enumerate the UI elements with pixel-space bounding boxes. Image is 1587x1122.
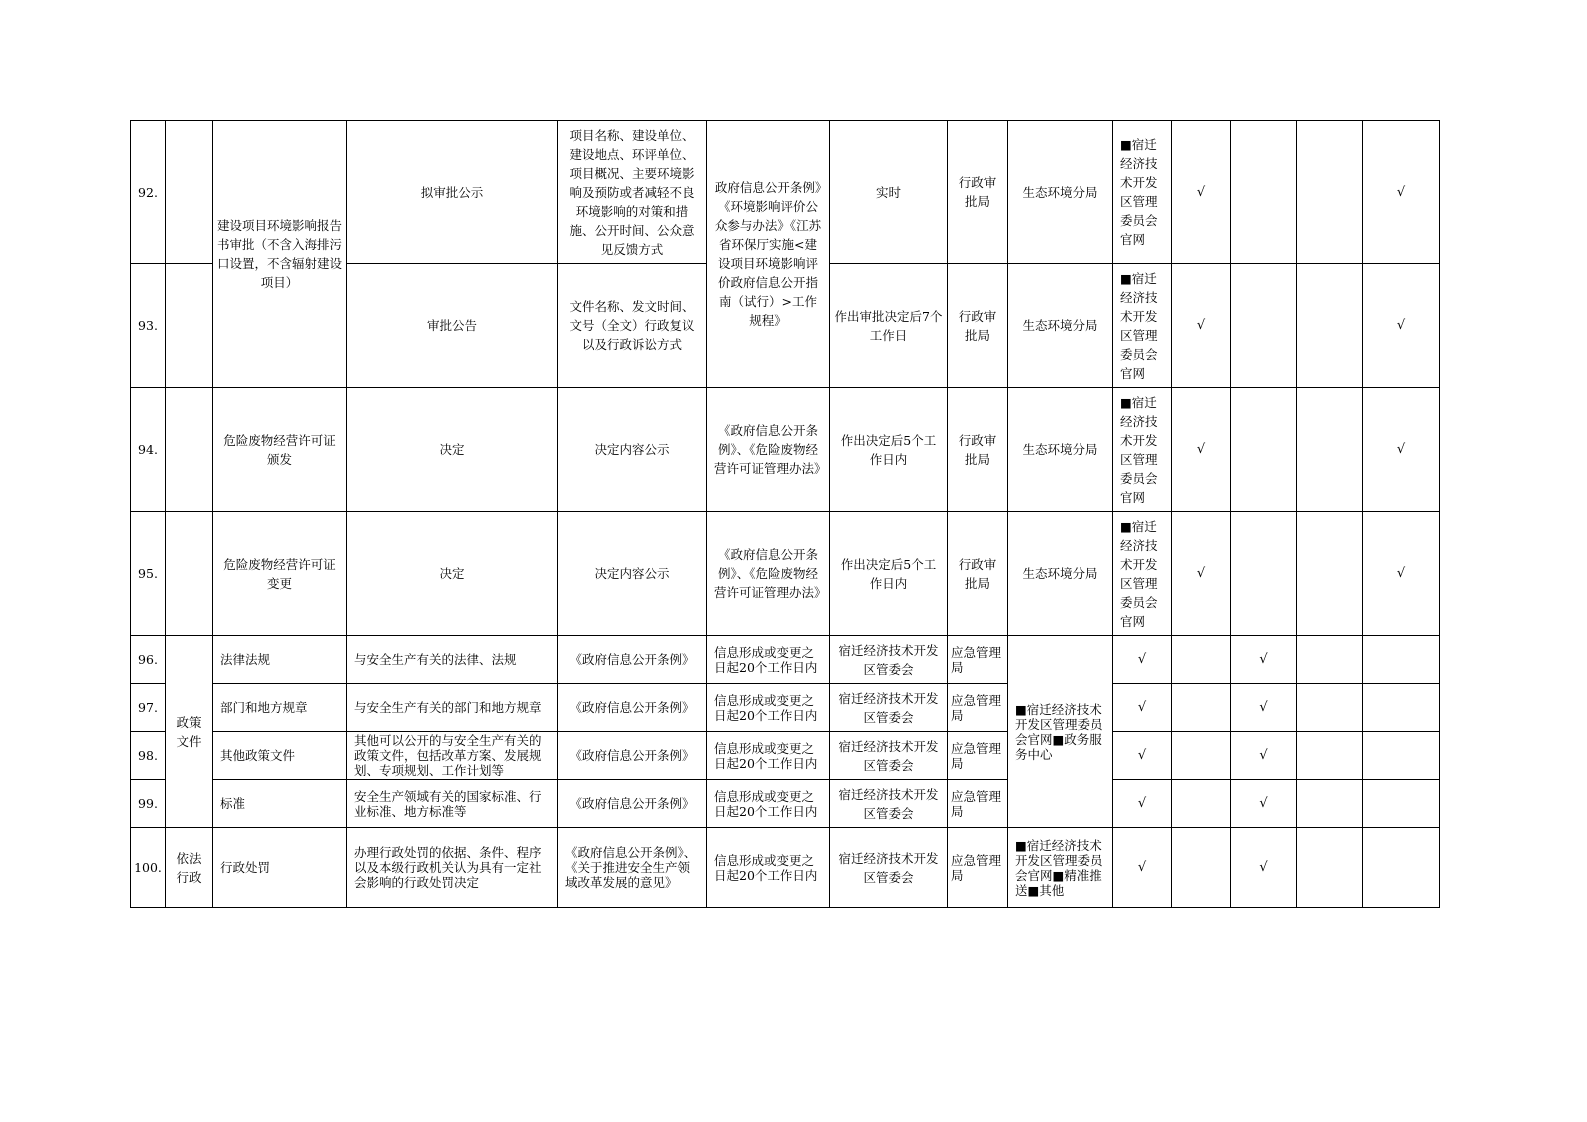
category-cell: 政策文件 <box>166 636 213 828</box>
dept-cell: 应急管理局 <box>948 828 1008 908</box>
content-cell: 其他可以公开的与安全生产有关的政策文件，包括改革方案、发展规划、专项规划、工作计划等 <box>347 732 558 780</box>
empty-cell <box>1172 732 1231 780</box>
empty-cell <box>1297 732 1363 780</box>
check-mark: √ <box>1231 828 1297 908</box>
empty-cell <box>1297 636 1363 684</box>
time-cell: 信息形成或变更之日起20个工作日内 <box>707 732 830 780</box>
category-cell <box>166 512 213 636</box>
row-number: 98. <box>131 732 166 780</box>
basis-cell: 《政府信息公开条例》 <box>558 732 707 780</box>
time-cell: 作出决定后5个工作日内 <box>830 388 948 512</box>
row-number: 92. <box>131 121 166 264</box>
subject-cell: 宿迁经济技术开发区管委会 <box>830 684 948 732</box>
empty-cell <box>1172 828 1231 908</box>
row-number: 93. <box>131 264 166 388</box>
table-row <box>131 636 1440 684</box>
item-cell: 其他政策文件 <box>213 732 347 780</box>
content-cell: 与安全生产有关的部门和地方规章 <box>347 684 558 732</box>
subject-cell: 行政审批局 <box>948 388 1008 512</box>
time-cell: 信息形成或变更之日起20个工作日内 <box>707 684 830 732</box>
dept-cell: 生态环境分局 <box>1008 388 1113 512</box>
empty-cell <box>1363 780 1440 828</box>
check-mark: √ <box>1363 121 1440 264</box>
time-cell: 信息形成或变更之日起20个工作日内 <box>707 828 830 908</box>
time-cell: 信息形成或变更之日起20个工作日内 <box>707 636 830 684</box>
basis-cell: 《政府信息公开条例》、《危险废物经营许可证管理办法》 <box>707 388 830 512</box>
dept-cell: 生态环境分局 <box>1008 512 1113 636</box>
time-cell: 实时 <box>830 121 948 264</box>
channel-cell: ■宿迁经济技术开发区管理委员会官网 <box>1113 264 1172 388</box>
empty-cell <box>1231 121 1297 264</box>
empty-cell <box>1363 636 1440 684</box>
empty-cell <box>1297 828 1363 908</box>
check-mark: √ <box>1172 388 1231 512</box>
time-cell: 作出审批决定后7个工作日 <box>830 264 948 388</box>
check-mark: √ <box>1113 636 1172 684</box>
row-number: 95. <box>131 512 166 636</box>
table-row <box>131 512 1440 636</box>
item-cell: 行政处罚 <box>213 828 347 908</box>
row-number: 96. <box>131 636 166 684</box>
dept-cell: 应急管理局 <box>948 732 1008 780</box>
empty-cell <box>1297 264 1363 388</box>
item-sub-cell: 审批公告 <box>347 264 558 388</box>
check-mark: √ <box>1363 388 1440 512</box>
channel-cell: ■宿迁经济技术开发区管理委员会官网 <box>1113 121 1172 264</box>
empty-cell <box>1231 512 1297 636</box>
check-mark: √ <box>1231 780 1297 828</box>
check-mark: √ <box>1113 780 1172 828</box>
dept-cell: 应急管理局 <box>948 780 1008 828</box>
category-cell: 依法行政 <box>166 828 213 908</box>
table-row <box>131 732 1440 780</box>
empty-cell <box>1297 780 1363 828</box>
check-mark: √ <box>1363 264 1440 388</box>
check-mark: √ <box>1231 684 1297 732</box>
basis-cell: 政府信息公开条例》《环境影响评价公众参与办法》《江苏省环保厅实施<建设项目环境影响评价政府信息公开指南（试行）>工作规程》 <box>707 121 830 388</box>
content-cell: 项目名称、建设单位、建设地点、环评单位、项目概况、主要环境影响及预防或者减轻不良环境影响的对策和措施、公开时间、公众意见反馈方式 <box>558 121 707 264</box>
content-cell: 安全生产领域有关的国家标准、行业标准、地方标准等 <box>347 780 558 828</box>
item-cell: 危险废物经营许可证变更 <box>213 512 347 636</box>
table-row <box>131 684 1440 732</box>
empty-cell <box>1297 121 1363 264</box>
empty-cell <box>1363 828 1440 908</box>
item-cell: 标准 <box>213 780 347 828</box>
dept-cell: 生态环境分局 <box>1008 121 1113 264</box>
basis-cell: 《政府信息公开条例》 <box>558 780 707 828</box>
subject-cell: 宿迁经济技术开发区管委会 <box>830 732 948 780</box>
dept-cell: 应急管理局 <box>948 684 1008 732</box>
empty-cell <box>1297 684 1363 732</box>
item-cell: 部门和地方规章 <box>213 684 347 732</box>
item-sub-cell: 决定 <box>347 512 558 636</box>
table-row <box>131 828 1440 908</box>
disclosure-table <box>130 120 1440 908</box>
dept-cell: 应急管理局 <box>948 636 1008 684</box>
channel-cell: ■宿迁经济技术开发区管理委员会官网■精准推送■其他 <box>1008 828 1113 908</box>
basis-cell: 《政府信息公开条例》 <box>558 636 707 684</box>
empty-cell <box>1297 388 1363 512</box>
empty-cell <box>1172 684 1231 732</box>
empty-cell <box>1297 512 1363 636</box>
row-number: 99. <box>131 780 166 828</box>
empty-cell <box>1231 264 1297 388</box>
dept-cell: 生态环境分局 <box>1008 264 1113 388</box>
content-cell: 决定内容公示 <box>558 512 707 636</box>
content-cell: 决定内容公示 <box>558 388 707 512</box>
check-mark: √ <box>1231 732 1297 780</box>
check-mark: √ <box>1172 121 1231 264</box>
empty-cell <box>1231 388 1297 512</box>
item-sub-cell: 拟审批公示 <box>347 121 558 264</box>
table-row <box>131 388 1440 512</box>
item-sub-cell: 决定 <box>347 388 558 512</box>
empty-cell <box>1172 780 1231 828</box>
table-row <box>131 780 1440 828</box>
subject-cell: 宿迁经济技术开发区管委会 <box>830 828 948 908</box>
basis-cell: 《政府信息公开条例》、《关于推进安全生产领域改革发展的意见》 <box>558 828 707 908</box>
item-cell: 法律法规 <box>213 636 347 684</box>
check-mark: √ <box>1172 264 1231 388</box>
item-cell: 危险废物经营许可证颁发 <box>213 388 347 512</box>
empty-cell <box>1172 636 1231 684</box>
row-number: 97. <box>131 684 166 732</box>
category-cell <box>166 121 213 264</box>
table-row <box>131 121 1440 264</box>
subject-cell: 宿迁经济技术开发区管委会 <box>830 636 948 684</box>
row-number: 94. <box>131 388 166 512</box>
check-mark: √ <box>1113 828 1172 908</box>
check-mark: √ <box>1172 512 1231 636</box>
subject-cell: 行政审批局 <box>948 121 1008 264</box>
content-cell: 与安全生产有关的法律、法规 <box>347 636 558 684</box>
empty-cell <box>1363 732 1440 780</box>
category-cell <box>166 388 213 512</box>
check-mark: √ <box>1363 512 1440 636</box>
check-mark: √ <box>1231 636 1297 684</box>
content-cell: 文件名称、发文时间、文号（全文）行政复议以及行政诉讼方式 <box>558 264 707 388</box>
subject-cell: 行政审批局 <box>948 512 1008 636</box>
check-mark: √ <box>1113 732 1172 780</box>
time-cell: 信息形成或变更之日起20个工作日内 <box>707 780 830 828</box>
subject-cell: 宿迁经济技术开发区管委会 <box>830 780 948 828</box>
channel-cell: ■宿迁经济技术开发区管理委员会官网 <box>1113 388 1172 512</box>
basis-cell: 《政府信息公开条例》 <box>558 684 707 732</box>
time-cell: 作出决定后5个工作日内 <box>830 512 948 636</box>
channel-cell: ■宿迁经济技术开发区管理委员会官网■政务服务中心 <box>1008 636 1113 828</box>
row-number: 100. <box>131 828 166 908</box>
content-cell: 办理行政处罚的依据、条件、程序以及本级行政机关认为具有一定社会影响的行政处罚决定 <box>347 828 558 908</box>
basis-cell: 《政府信息公开条例》、《危险废物经营许可证管理办法》 <box>707 512 830 636</box>
subject-cell: 行政审批局 <box>948 264 1008 388</box>
empty-cell <box>1363 684 1440 732</box>
check-mark: √ <box>1113 684 1172 732</box>
category-cell <box>166 264 213 388</box>
channel-cell: ■宿迁经济技术开发区管理委员会官网 <box>1113 512 1172 636</box>
item-cell: 建设项目环境影响报告书审批（不含入海排污口设置，不含辐射建设项目） <box>213 121 347 388</box>
